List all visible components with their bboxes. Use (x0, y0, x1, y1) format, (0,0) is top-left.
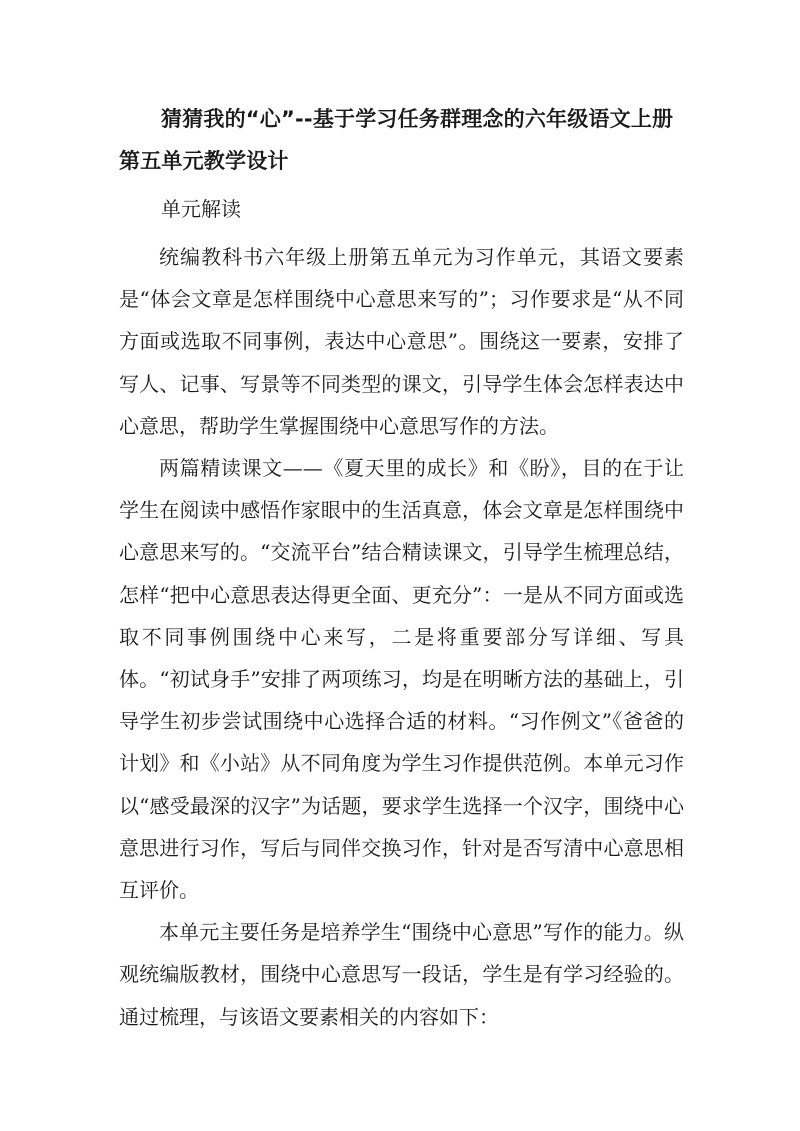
paragraph-reading-texts: 两篇精读课文——《夏天里的成长》和《盼》，目的在于让学生在阅读中感悟作家眼中的生活真意，体会文章是怎样围绕中心意思来写的。“交流平台”结合精读课文，引导学生梳理总结，怎样“把中心意思表达得更全面、更充分”：一是从不同方面或选取不同事例围绕中心来写，二是将重要部分写详细、写具体。“初试身手”安排了两项练习，均是在明晰方法的基础上，引导学生初步尝试围绕中心选择合适的材料。“习作例文”《爸爸的计划》和《小站》从不同角度为学生习作提供范例。本单元习作以“感受最深的汉字”为话题，要求学生选择一个汉字，围绕中心意思进行习作，写后与同伴交换习作，针对是否写清中心意思相互评价。 (119, 456, 684, 903)
paragraph-main-task: 本单元主要任务是培养学生“围绕中心意思”写作的能力。纵观统编版教材，围绕中心意思写一段话，学生是有学习经验的。通过梳理，与该语文要素相关的内容如下： (119, 920, 684, 1029)
section-heading: 单元解读 (161, 197, 241, 221)
document-title: 猜猜我的“心”--基于学习任务群理念的六年级语文上册第五单元教学设计 (119, 107, 674, 173)
paragraph-unit-overview: 统编教科书六年级上册第五单元为习作单元，其语文要素是“体会文章是怎样围绕中心意思来写的”；习作要求是“从不同方面或选取不同事例，表达中心意思”。围绕这一要素，安排了写人、记事、写景等不同类型的课文，引导学生体会怎样表达中心意思，帮助学生掌握围绕中心意思写作的方法。 (119, 245, 684, 438)
document-body (119, 98, 684, 1038)
